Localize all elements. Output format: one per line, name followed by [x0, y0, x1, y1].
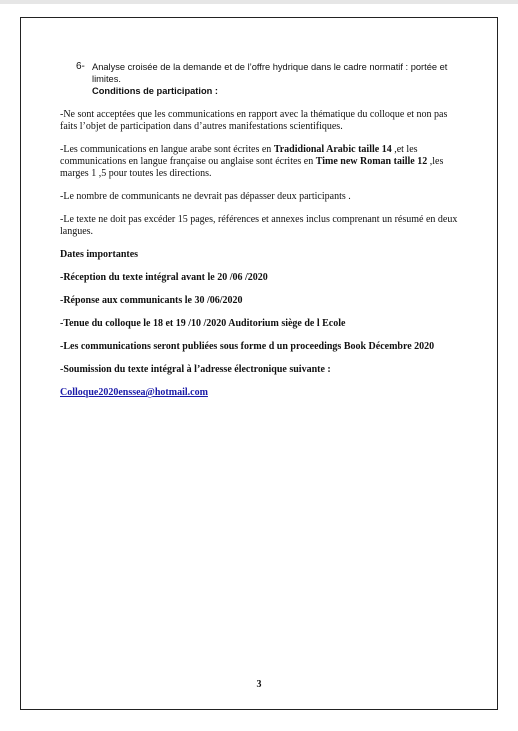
date-item-publication: -Les communications seront publiées sous forme d un proceedings Book Décembre 2020: [60, 341, 435, 352]
condition-paragraph-length: -Le texte ne doit pas excéder 15 pages, références et annexes inclus comprenant un résumé en deux langues.: [60, 214, 458, 237]
email-link[interactable]: Colloque2020enssea@hotmail.com: [60, 387, 208, 398]
email-line: [60, 387, 460, 399]
condition-paragraph-formatting: [60, 144, 460, 180]
viewer-top-bar: [0, 0, 518, 4]
formatting-text-a: -Les communications en langue arabe sont écrites en: [60, 144, 274, 155]
list-number: 6-: [76, 61, 85, 72]
dates-heading: Dates importantes: [60, 249, 139, 260]
condition-paragraph-relevance: -Ne sont acceptées que les communications en rapport avec la thématique du colloque et non pas faits l’objet de participation dans d’autres manifestations scientifiques.: [60, 109, 448, 132]
conditions-heading: Conditions de participation :: [92, 86, 219, 96]
condition-paragraph-participants: -Le nombre de communicants ne devrait pas dépasser deux participants .: [60, 191, 351, 202]
date-item-reception: -Réception du texte intégral avant le 20 /06 /2020: [60, 272, 268, 283]
date-item-response: -Réponse aux communicants le 30 /06/2020: [60, 295, 243, 306]
date-item-submission: -Soumission du texte intégral à l’adresse électronique suivante :: [60, 364, 331, 375]
date-item-conference: -Tenue du colloque le 18 et 19 /10 /2020 Auditorium siège de l Ecole: [60, 318, 346, 329]
formatting-text-b: ,et les communications en langue française ou anglaise sont écrites en: [60, 144, 418, 167]
list-item-text: Analyse croisée de la demande et de l’offre hydrique dans le cadre normatif : portée et limites.: [92, 62, 448, 84]
page-number: 3: [256, 679, 262, 690]
document-body: [60, 61, 460, 410]
french-font-spec: Time new Roman taille 12: [315, 156, 428, 167]
arabic-font-spec: Tradidional Arabic taille 14: [273, 144, 392, 155]
formatting-text-c: ,les marges 1 ,5 pour toutes les directions.: [60, 156, 444, 179]
list-item-6: [60, 61, 460, 85]
